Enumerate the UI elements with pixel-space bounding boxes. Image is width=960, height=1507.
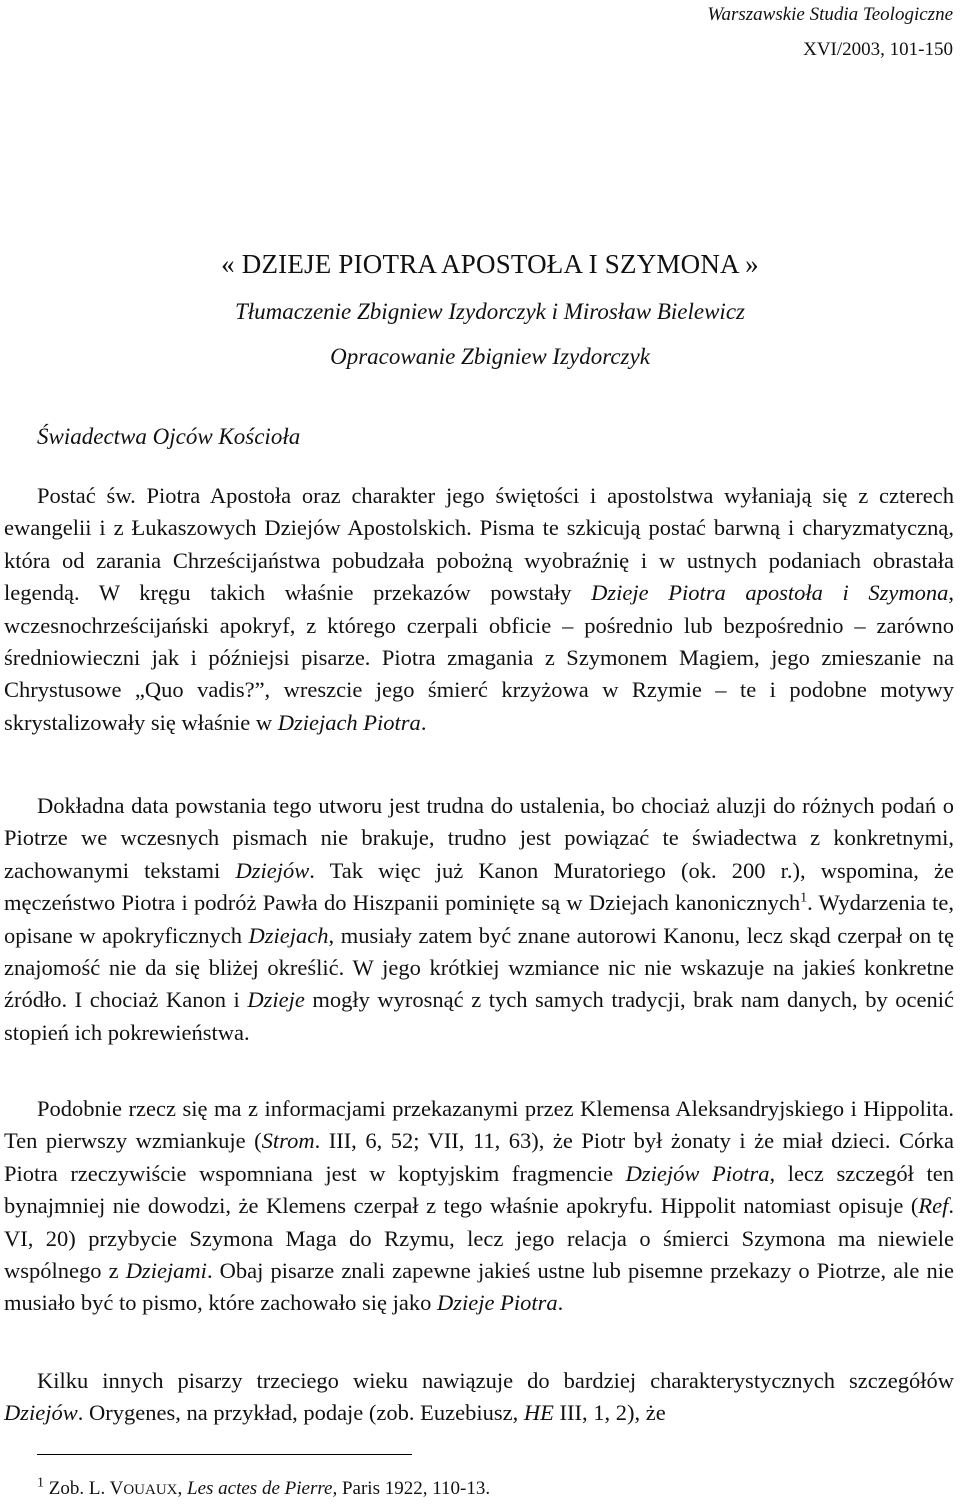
text-run: .	[420, 709, 427, 735]
text-run: Zob. L. V	[44, 1478, 124, 1499]
text-run: III, 1, 2), że	[553, 1400, 666, 1426]
text-run: Kilku innych pisarzy trzeciego wieku nawiązuje do bardziej charakterystycznych szczegółów	[37, 1368, 954, 1393]
footnote-1	[37, 1477, 490, 1502]
editor-line: Opracowanie Zbigniew Izydorczyk	[330, 344, 650, 369]
work-title: Dziejach Piotra	[277, 709, 421, 735]
work-title: Les actes de Pierre,	[187, 1478, 338, 1499]
footnote-number: 1	[37, 1475, 44, 1491]
work-title: HE	[523, 1400, 554, 1426]
text-run: mogły wyrosnąć z tych samych tradycji, brak nam danych, by ocenić stopień ich pokrewieństwa.	[4, 987, 954, 1045]
text-run: . III, 6, 52; VII, 11, 63), że Piotr był żonaty i że miał dzieci. Córka Piotra rzeczywiście wspomniana jest w koptyjskim fragmencie	[4, 1128, 954, 1186]
work-title: Dzieje Piotra apostoła i Szymona	[591, 580, 949, 606]
text-run: . Orygenes, na przykład, podaje (zob. Euzebiusz,	[77, 1400, 524, 1426]
text-run: . Tak więc już Kanon Muratoriego (ok. 200 r.), wspomina, że męczeństwo Piotra i podróż Pawła do Hiszpanii pominięte są w Dziejach kanonicznych	[4, 857, 955, 916]
work-title: Dziejów	[235, 857, 310, 883]
work-title: Strom	[261, 1128, 315, 1154]
text-run: . VI, 20) przybycie Szymona Maga do Rzymu, lecz jego relacja o śmierci Szymona ma niewiele wspólnego z	[4, 1193, 954, 1284]
series-name: Świadectwa Ojców Kościoła	[37, 424, 301, 449]
journal-volume: XVI/2003, 101-150	[803, 39, 953, 60]
text-run: Postać św. Piotra Apostoła oraz charakter jego świętości i apostolstwa wyłaniają się z czterech ewangelii i z Łukaszowych Dziejów Apostolskich. Pisma te szkicują postać barwną i charyzmatyczną, która od zarania Chrześcijaństwa pobudzała pobożną wyobraźnię i w ustnych podaniach obrastała legendą. W kręgu takich właśnie przekazów powstały	[4, 483, 954, 606]
text-run: . Wydarzenia te, opisane w apokryficznych	[4, 890, 954, 948]
text-run: .	[557, 1290, 564, 1316]
small-caps-author: OUAUX	[123, 1482, 178, 1498]
paragraph-1	[4, 480, 954, 739]
text-run: Paris 1922, 110-13.	[337, 1478, 491, 1499]
footnote-divider	[37, 1454, 412, 1455]
work-title: Ref	[918, 1193, 949, 1219]
paragraph-2	[4, 790, 954, 1049]
paragraph-3	[4, 1093, 954, 1320]
work-title: Dziejach	[248, 922, 329, 948]
paragraph-4	[4, 1365, 954, 1430]
translators-line: Tłumaczenie Zbigniew Izydorczyk i Mirosław Bielewicz	[235, 299, 745, 324]
text-run: , musiały zatem być znane autorowi Kanonu, lecz skąd czerpał on tę znajomość nie da się bliżej określić. W jego krótkiej wzmiance nic nie wskazuje na jakieś konkretne źródło. I chociaż Kanon i	[4, 922, 954, 1013]
work-title: Dzieje Piotra	[437, 1290, 558, 1316]
work-title: Dzieje	[247, 987, 305, 1013]
text-run: ,	[177, 1478, 188, 1499]
work-title: Dziejów	[4, 1400, 78, 1426]
text-run: , lecz szczegół ten bynajmniej nie dowodzi, że Klemens czerpał z tego właśnie apokryfu. Hippolit natomiast opisuje (	[4, 1160, 954, 1219]
text-run: Dokładna data powstania tego utworu jest trudna do ustalenia, bo chociaż aluzji do różnych podań o Piotrze we wczesnych pismach nie brakuje, trudno jest powiązać te świadectwa z konkretnymi, zachowanymi tekstami	[4, 793, 954, 883]
article-title: « DZIEJE PIOTRA APOSTOŁA I SZYMONA »	[221, 249, 759, 279]
text-run: Podobnie rzecz się ma z informacjami przekazanymi przez Klemensa Aleksandryjskiego i Hippolita. Ten pierwszy wzmiankuje (	[4, 1096, 954, 1154]
footnote-ref[interactable]: 1	[800, 890, 808, 906]
text-run: , wczesnochrześcijański apokryf, z którego czerpali obficie – pośrednio lub bezpośrednio – zarówno średniowieczni jak i późniejsi pisarze. Piotra zmagania z Szymonem Magiem, jego zmieszanie na Chrystusowe „Quo vadis?”, wreszcie jego śmierć krzyżowa w Rzymie – te i podobne motywy skrystalizowały się właśnie w	[4, 580, 954, 735]
journal-name: Warszawskie Studia Teologiczne	[707, 4, 953, 25]
text-run: . Obaj pisarze znali zapewne jakieś ustne lub pisemne przekazy o Piotrze, ale nie musiało być to pismo, które zachowało się jako	[4, 1258, 954, 1316]
work-title: Dziejami	[125, 1258, 207, 1284]
work-title: Dziejów Piotra	[625, 1160, 770, 1186]
